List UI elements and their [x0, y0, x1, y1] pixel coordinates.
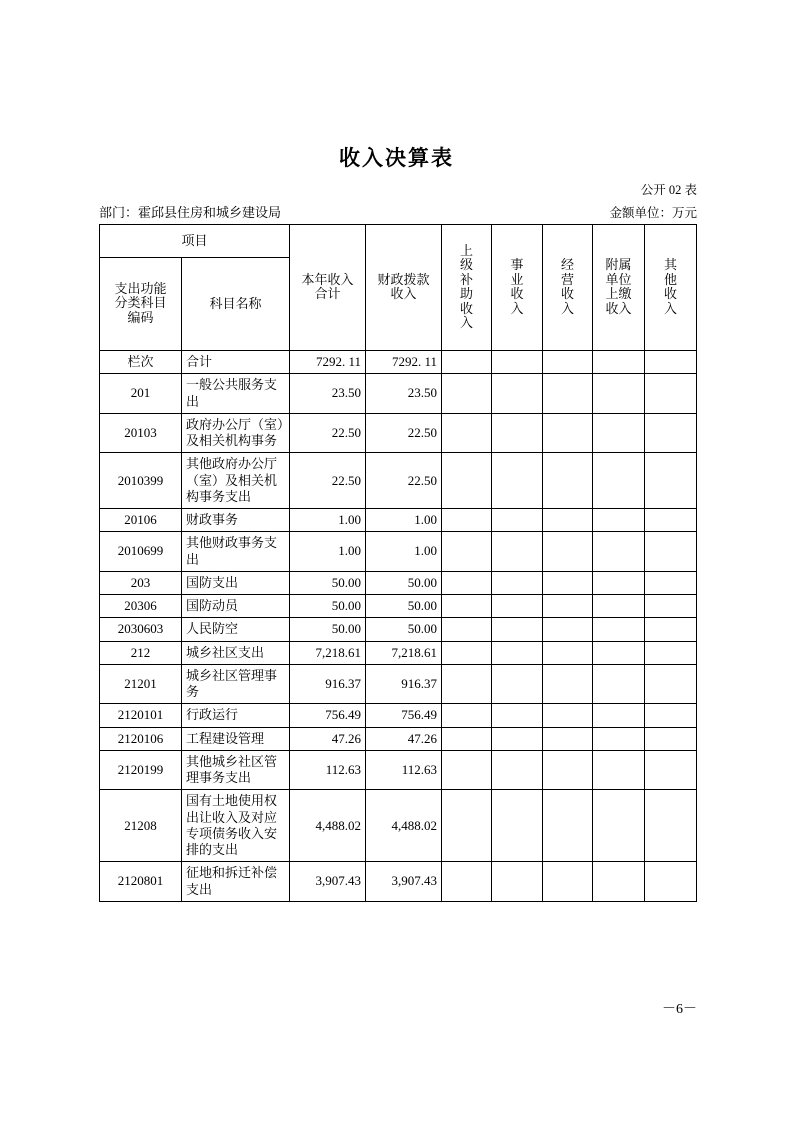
- cell-subject-name: 国防动员: [182, 595, 290, 618]
- cell-code: 20103: [100, 413, 182, 453]
- cell-fiscal: 112.63: [366, 750, 442, 790]
- cell-fiscal: 23.50: [366, 374, 442, 414]
- cell-operating: [543, 374, 593, 414]
- cell-code: 21208: [100, 790, 182, 862]
- header-code: [100, 258, 182, 351]
- cell-fiscal: 7,218.61: [366, 641, 442, 664]
- cell-business: [492, 595, 543, 618]
- cell-code: 21201: [100, 664, 182, 704]
- cell-fiscal: 756.49: [366, 704, 442, 727]
- cell-affiliated: [593, 641, 645, 664]
- header-total: [290, 225, 366, 351]
- cell-superior: [442, 509, 492, 532]
- cell-subject-name: 城乡社区支出: [182, 641, 290, 664]
- cell-business: [492, 862, 543, 902]
- cell-business: [492, 664, 543, 704]
- cell-superior: [442, 704, 492, 727]
- cell-subject-name: 行政运行: [182, 704, 290, 727]
- table-row: [100, 727, 697, 750]
- cell-operating: [543, 509, 593, 532]
- cell-total: 50.00: [290, 571, 366, 594]
- header-name: [182, 258, 290, 351]
- cell-business: [492, 727, 543, 750]
- cell-fiscal: 22.50: [366, 413, 442, 453]
- page-number: －6－: [662, 1002, 697, 1017]
- table-row: [100, 664, 697, 704]
- cell-other: [645, 664, 697, 704]
- cell-operating: [543, 618, 593, 641]
- cell-total: 1.00: [290, 532, 366, 572]
- table-row: [100, 704, 697, 727]
- cell-total: 50.00: [290, 618, 366, 641]
- cell-business: [492, 532, 543, 572]
- table-row: [100, 509, 697, 532]
- cell-fiscal: 3,907.43: [366, 862, 442, 902]
- cell-affiliated: [593, 374, 645, 414]
- cell-operating: [543, 453, 593, 509]
- cell-code: 2120106: [100, 727, 182, 750]
- cell-code: 20306: [100, 595, 182, 618]
- cell-operating: [543, 790, 593, 862]
- cell-subject-name: 政府办公厅（室）及相关机构事务: [182, 413, 290, 453]
- cell-code: 2120101: [100, 704, 182, 727]
- header-business: [492, 225, 543, 351]
- header-code-text: 支出功能 分类科目 编码: [114, 280, 167, 325]
- cell-superior: [442, 351, 492, 374]
- cell-total: 112.63: [290, 750, 366, 790]
- cell-other: [645, 509, 697, 532]
- table-row: [100, 571, 697, 594]
- cell-affiliated: [593, 862, 645, 902]
- cell-subject-name: 其他城乡社区管理事务支出: [182, 750, 290, 790]
- table-row: [100, 618, 697, 641]
- cell-superior: [442, 727, 492, 750]
- cell-superior: [442, 618, 492, 641]
- cell-affiliated: [593, 509, 645, 532]
- table-row: [100, 532, 697, 572]
- header-operating-text: 经 营 收 入: [561, 257, 575, 316]
- header-name-text: 科目名称: [209, 295, 262, 311]
- cell-other: [645, 413, 697, 453]
- cell-other: [645, 595, 697, 618]
- cell-affiliated: [593, 618, 645, 641]
- cell-affiliated: [593, 750, 645, 790]
- cell-subject-name: 财政事务: [182, 509, 290, 532]
- table-row: [100, 790, 697, 862]
- cell-fiscal: 50.00: [366, 595, 442, 618]
- cell-other: [645, 641, 697, 664]
- header-superior: [442, 225, 492, 351]
- cell-affiliated: [593, 727, 645, 750]
- cell-business: [492, 374, 543, 414]
- cell-superior: [442, 374, 492, 414]
- cell-business: [492, 453, 543, 509]
- cell-other: [645, 532, 697, 572]
- cell-other: [645, 727, 697, 750]
- cell-fiscal: 50.00: [366, 618, 442, 641]
- cell-code: 203: [100, 571, 182, 594]
- cell-code: 2120801: [100, 862, 182, 902]
- cell-superior: [442, 750, 492, 790]
- cell-operating: [543, 351, 593, 374]
- table-header-group-row: [100, 225, 697, 258]
- cell-code: 212: [100, 641, 182, 664]
- cell-code: 2030603: [100, 618, 182, 641]
- cell-business: [492, 750, 543, 790]
- cell-subject-name: 征地和拆迁补偿支出: [182, 862, 290, 902]
- cell-superior: [442, 641, 492, 664]
- table-row: [100, 750, 697, 790]
- cell-code: 20106: [100, 509, 182, 532]
- table-row: [100, 374, 697, 414]
- cell-superior: [442, 571, 492, 594]
- cell-affiliated: [593, 571, 645, 594]
- cell-business: [492, 413, 543, 453]
- cell-subject-name: 其他政府办公厅（室）及相关机构事务支出: [182, 453, 290, 509]
- header-affiliated: [593, 225, 645, 351]
- cell-total: 1.00: [290, 509, 366, 532]
- amount-unit-label: 金额单位：万元: [609, 206, 697, 220]
- cell-affiliated: [593, 664, 645, 704]
- cell-business: [492, 571, 543, 594]
- table-row: [100, 595, 697, 618]
- cell-subject-name: 国有土地使用权出让收入及对应专项债务收入安排的支出: [182, 790, 290, 862]
- cell-operating: [543, 704, 593, 727]
- cell-business: [492, 790, 543, 862]
- cell-subject-name: 其他财政事务支出: [182, 532, 290, 572]
- header-business-text: 事 业 收 入: [510, 257, 524, 316]
- header-superior-text: 上 级 补 助 收 入: [460, 242, 474, 331]
- cell-affiliated: [593, 532, 645, 572]
- cell-total: 47.26: [290, 727, 366, 750]
- cell-superior: [442, 664, 492, 704]
- cell-operating: [543, 750, 593, 790]
- page-title: 收入决算表: [339, 146, 454, 170]
- cell-total: 916.37: [290, 664, 366, 704]
- cell-operating: [543, 532, 593, 572]
- cell-other: [645, 704, 697, 727]
- cell-fiscal: 47.26: [366, 727, 442, 750]
- cell-operating: [543, 641, 593, 664]
- table-row: [100, 453, 697, 509]
- cell-operating: [543, 727, 593, 750]
- cell-total: 3,907.43: [290, 862, 366, 902]
- cell-affiliated: [593, 704, 645, 727]
- cell-operating: [543, 664, 593, 704]
- department-label: 部门：霍邱县住房和城乡建设局: [99, 205, 282, 220]
- cell-other: [645, 790, 697, 862]
- cell-fiscal: 7292. 11: [366, 351, 442, 374]
- cell-code: 2010699: [100, 532, 182, 572]
- header-other-text: 其 他 收 入: [664, 257, 678, 316]
- cell-other: [645, 750, 697, 790]
- cell-business: [492, 618, 543, 641]
- cell-affiliated: [593, 595, 645, 618]
- header-total-text: 本年收入 合计: [301, 271, 354, 302]
- cell-fiscal: 22.50: [366, 453, 442, 509]
- cell-total: 7,218.61: [290, 641, 366, 664]
- cell-superior: [442, 532, 492, 572]
- cell-superior: [442, 595, 492, 618]
- cell-superior: [442, 413, 492, 453]
- cell-other: [645, 618, 697, 641]
- cell-affiliated: [593, 453, 645, 509]
- cell-total: 23.50: [290, 374, 366, 414]
- cell-subject-name: 一般公共服务支出: [182, 374, 290, 414]
- cell-code: 2120199: [100, 750, 182, 790]
- cell-operating: [543, 413, 593, 453]
- header-operating: [543, 225, 593, 351]
- cell-business: [492, 351, 543, 374]
- cell-code: 2010399: [100, 453, 182, 509]
- header-fiscal: [366, 225, 442, 351]
- cell-operating: [543, 595, 593, 618]
- header-affiliated-text: 附属 单位 上缴 收入: [605, 257, 632, 316]
- cell-total: 756.49: [290, 704, 366, 727]
- cell-business: [492, 509, 543, 532]
- cell-other: [645, 351, 697, 374]
- cell-code: 栏次: [100, 351, 182, 374]
- cell-superior: [442, 790, 492, 862]
- header-fiscal-text: 财政拨款 收入: [377, 271, 430, 302]
- cell-fiscal: 1.00: [366, 509, 442, 532]
- table-row: [100, 862, 697, 902]
- cell-code: 201: [100, 374, 182, 414]
- cell-other: [645, 571, 697, 594]
- cell-subject-name: 国防支出: [182, 571, 290, 594]
- form-code-label: 公开 02 表: [640, 183, 697, 197]
- table-row: [100, 413, 697, 453]
- cell-affiliated: [593, 351, 645, 374]
- cell-fiscal: 4,488.02: [366, 790, 442, 862]
- cell-subject-name: 合计: [182, 351, 290, 374]
- cell-other: [645, 374, 697, 414]
- cell-fiscal: 1.00: [366, 532, 442, 572]
- cell-fiscal: 50.00: [366, 571, 442, 594]
- cell-operating: [543, 571, 593, 594]
- cell-total: 50.00: [290, 595, 366, 618]
- cell-subject-name: 人民防空: [182, 618, 290, 641]
- cell-affiliated: [593, 413, 645, 453]
- cell-total: 4,488.02: [290, 790, 366, 862]
- cell-business: [492, 641, 543, 664]
- cell-subject-name: 工程建设管理: [182, 727, 290, 750]
- header-other: [645, 225, 697, 351]
- cell-subject-name: 城乡社区管理事务: [182, 664, 290, 704]
- cell-superior: [442, 453, 492, 509]
- table-row: [100, 641, 697, 664]
- cell-total: 22.50: [290, 453, 366, 509]
- table-body: [100, 351, 697, 902]
- header-group-item: 项目: [100, 225, 290, 258]
- cell-other: [645, 862, 697, 902]
- cell-total: 22.50: [290, 413, 366, 453]
- income-final-accounts-table: [99, 224, 697, 902]
- cell-business: [492, 704, 543, 727]
- cell-operating: [543, 862, 593, 902]
- cell-other: [645, 453, 697, 509]
- table-row: [100, 351, 697, 374]
- cell-total: 7292. 11: [290, 351, 366, 374]
- cell-affiliated: [593, 790, 645, 862]
- cell-fiscal: 916.37: [366, 664, 442, 704]
- cell-superior: [442, 862, 492, 902]
